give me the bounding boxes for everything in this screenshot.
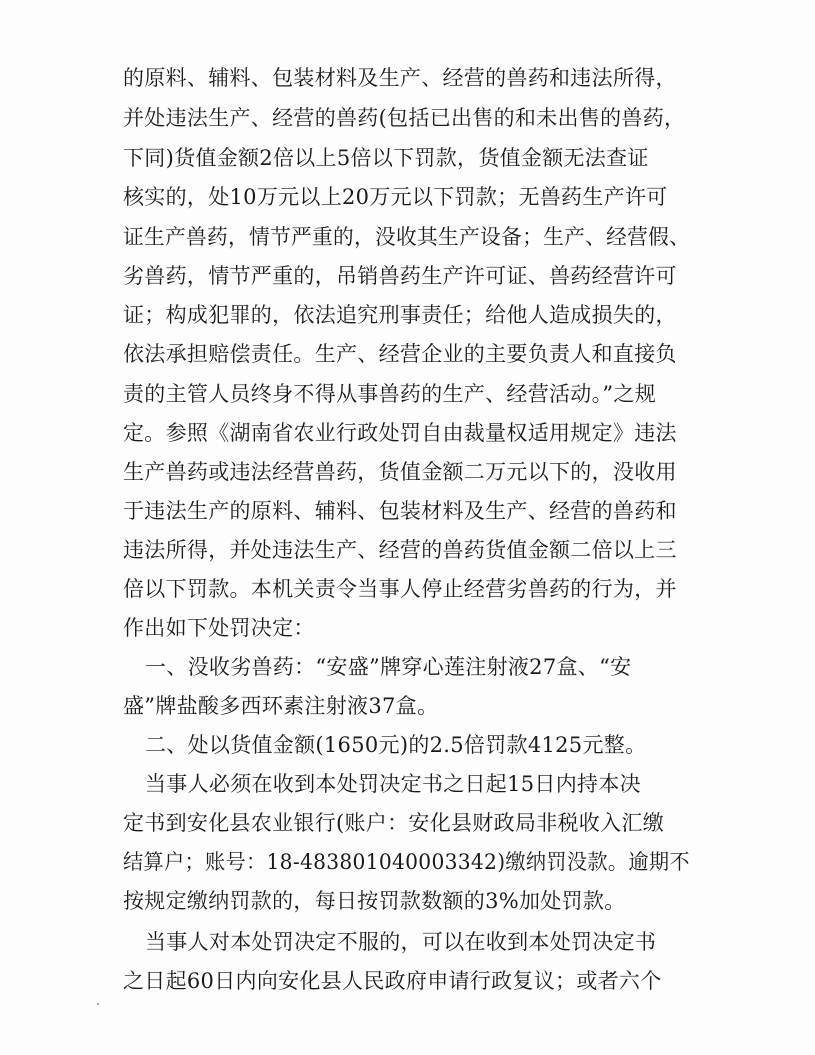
text-line-12: 于违法生产的原料、辅料、包装材料及生产、经营的兽药和 (123, 499, 677, 523)
text-line-9: 责的主管人员终身不得从事兽药的生产、经营活动。”之规 (123, 382, 657, 406)
text-line-18: 二、处以货值金额(1650元)的2.5倍罚款4125元整。 (145, 733, 647, 757)
text-line-21: 结算户；账号：18-483801040003342)缴纳罚没款。逾期不 (123, 850, 690, 874)
text-line-2: 并处违法生产、经营的兽药(包括已出售的和未出售的兽药， (123, 106, 686, 130)
text-line-1: 的原料、辅料、包装材料及生产、经营的兽药和违法所得， (123, 66, 677, 90)
text-line-5: 证生产兽药，情节严重的，没收其生产设备；生产、经营假、 (123, 225, 691, 249)
text-line-16: 一、没收劣兽药：“安盛”牌穿心莲注射液27盒、“安 (145, 655, 632, 679)
scan-speck (97, 1003, 99, 1005)
text-line-10: 定。参照《湖南省农业行政处罚自由裁量权适用规定》违法 (123, 421, 677, 445)
text-line-24: 之日起60日内向安化县人民政府申请行政复议；或者六个 (123, 969, 662, 993)
text-line-23: 当事人对本处罚决定不服的，可以在收到本处罚决定书 (145, 930, 657, 954)
text-line-14: 倍以下罚款。本机关责令当事人停止经营劣兽药的行为，并 (123, 577, 677, 601)
text-line-15: 作出如下处罚决定： (123, 616, 315, 640)
text-line-13: 违法所得，并处违法生产、经营的兽药货值金额二倍以上三 (123, 538, 677, 562)
text-line-4: 核实的，处10万元以上20万元以下罚款；无兽药生产许可 (123, 185, 668, 209)
text-line-19: 当事人必须在收到本处罚决定书之日起15日内持本决 (145, 772, 641, 796)
text-line-8: 依法承担赔偿责任。生产、经营企业的主要负责人和直接负 (123, 342, 677, 366)
text-line-7: 证；构成犯罪的，依法追究刑事责任；给他人造成损失的， (123, 303, 677, 327)
text-line-6: 劣兽药，情节严重的，吊销兽药生产许可证、兽药经营许可 (123, 264, 677, 288)
text-line-17: 盛”牌盐酸多西环素注射液37盒。 (123, 694, 439, 718)
text-line-11: 生产兽药或违法经营兽药，货值金额二万元以下的，没收用 (123, 460, 677, 484)
text-line-22: 按规定缴纳罚款的，每日按罚款数额的3%加处罚款。 (123, 889, 626, 913)
text-line-20: 定书到安化县农业银行(账户：安化县财政局非税收入汇缴 (123, 811, 664, 835)
text-line-3: 下同)货值金额2倍以上5倍以下罚款，货值金额无法查证 (123, 146, 649, 170)
